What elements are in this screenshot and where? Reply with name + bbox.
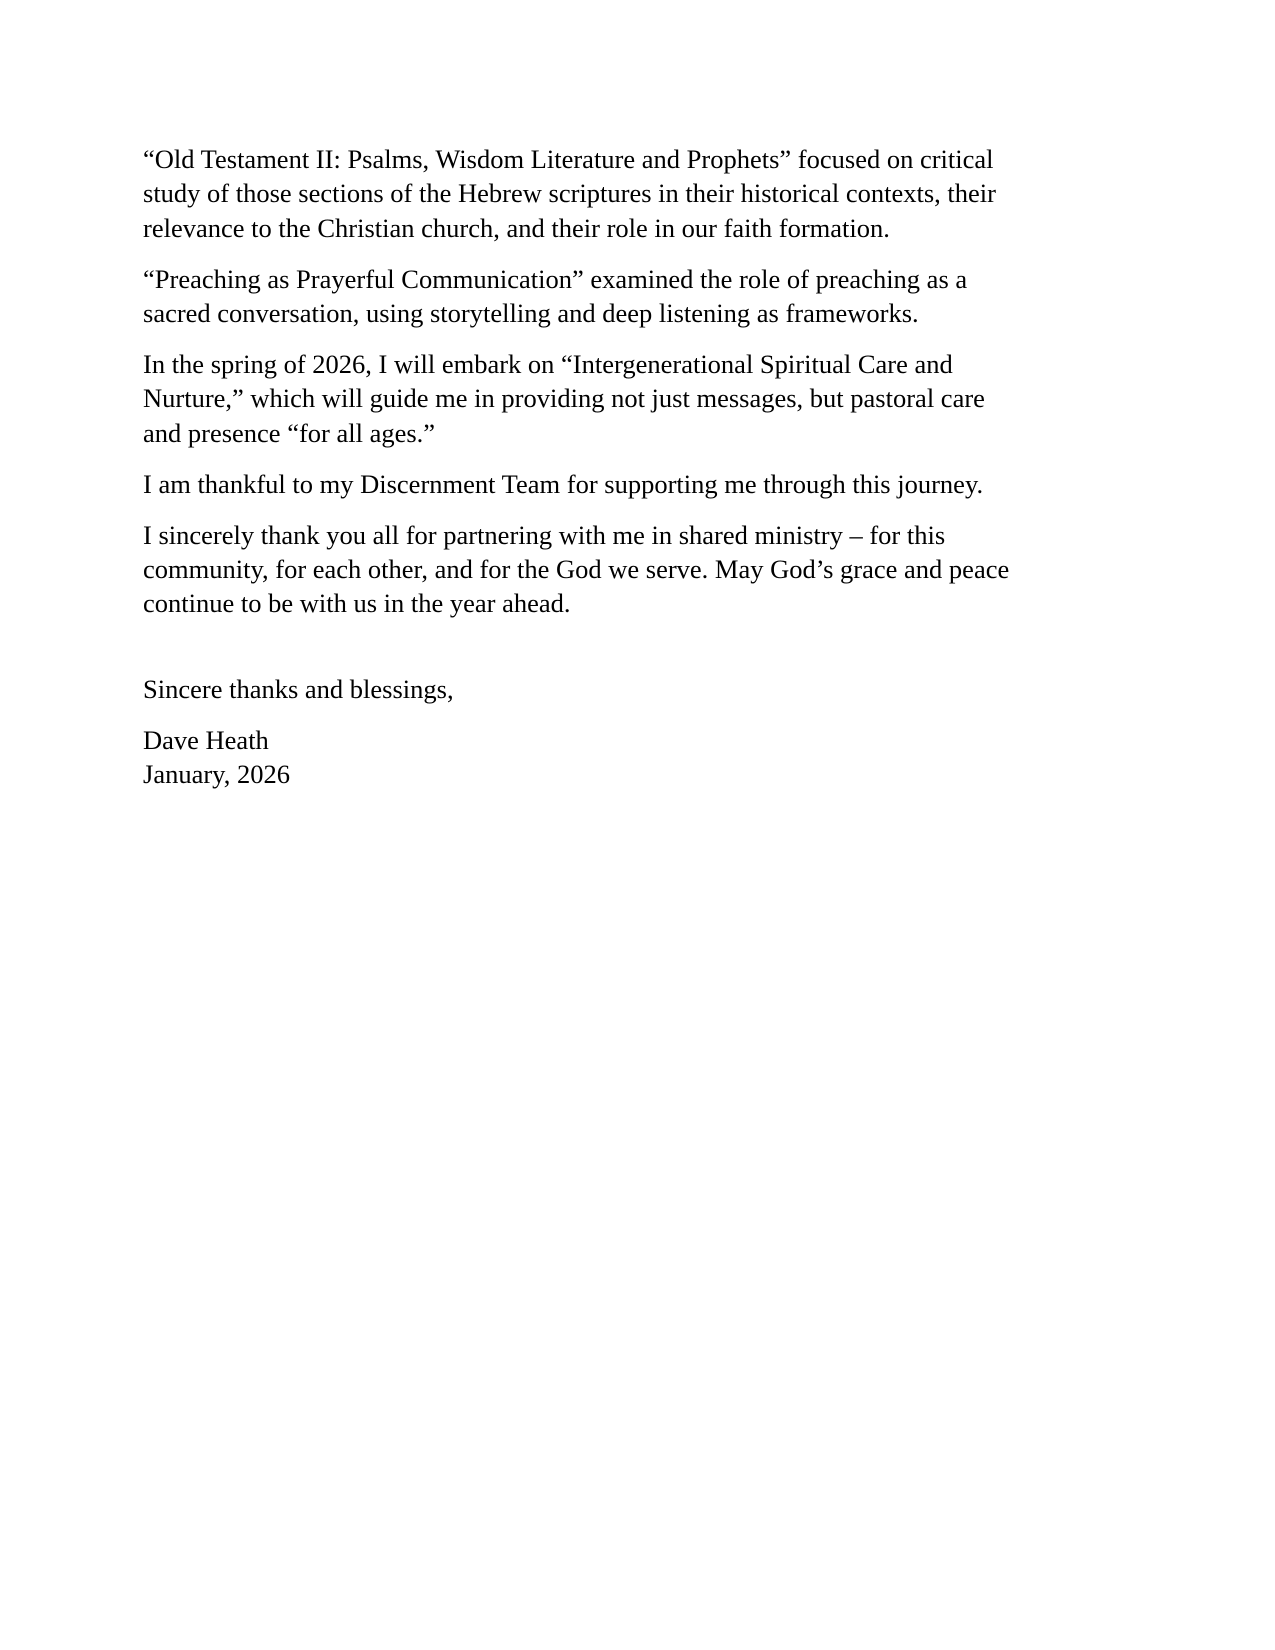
text-line: I am thankful to my Discernment Team for supporting me through this journey. [143, 468, 984, 499]
text-line: continue to be with us in the year ahead. [143, 588, 571, 619]
text-line: sacred conversation, using storytelling and deep listening as frameworks. [143, 298, 919, 329]
paragraph-courses-old-testament [143, 142, 1143, 245]
text-line: In the spring of 2026, I will embark on “Intergenerational Spiritual Care and [143, 349, 953, 380]
paragraph-community-thanks [143, 518, 1143, 621]
text-line: study of those sections of the Hebrew scriptures in their historical contexts, their [143, 178, 996, 209]
text-line: “Old Testament II: Psalms, Wisdom Literature and Prophets” focused on critical [143, 144, 994, 174]
text-line: I sincerely thank you all for partnering with me in shared ministry – for this [143, 519, 946, 550]
paragraph-spring-plan [143, 347, 1143, 450]
text-line: Nurture,” which will guide me in providing not just messages, but pastoral care [143, 383, 985, 414]
text-line: relevance to the Christian church, and their role in our faith formation. [143, 212, 890, 243]
signature-name: Dave Heath [143, 724, 269, 755]
signature-date: January, 2026 [143, 759, 290, 790]
paragraph-discernment-thanks [143, 467, 1143, 501]
signature-block [143, 723, 1143, 792]
letter-page [143, 142, 1143, 808]
text-line: “Preaching as Prayerful Communication” examined the role of preaching as a [143, 263, 968, 294]
paragraph-courses-preaching [143, 262, 1143, 331]
text-line: and presence “for all ages.” [143, 417, 436, 448]
closing-salutation: Sincere thanks and blessings, [143, 673, 454, 704]
text-line: community, for each other, and for the God we serve. May God’s grace and peace [143, 554, 1010, 585]
